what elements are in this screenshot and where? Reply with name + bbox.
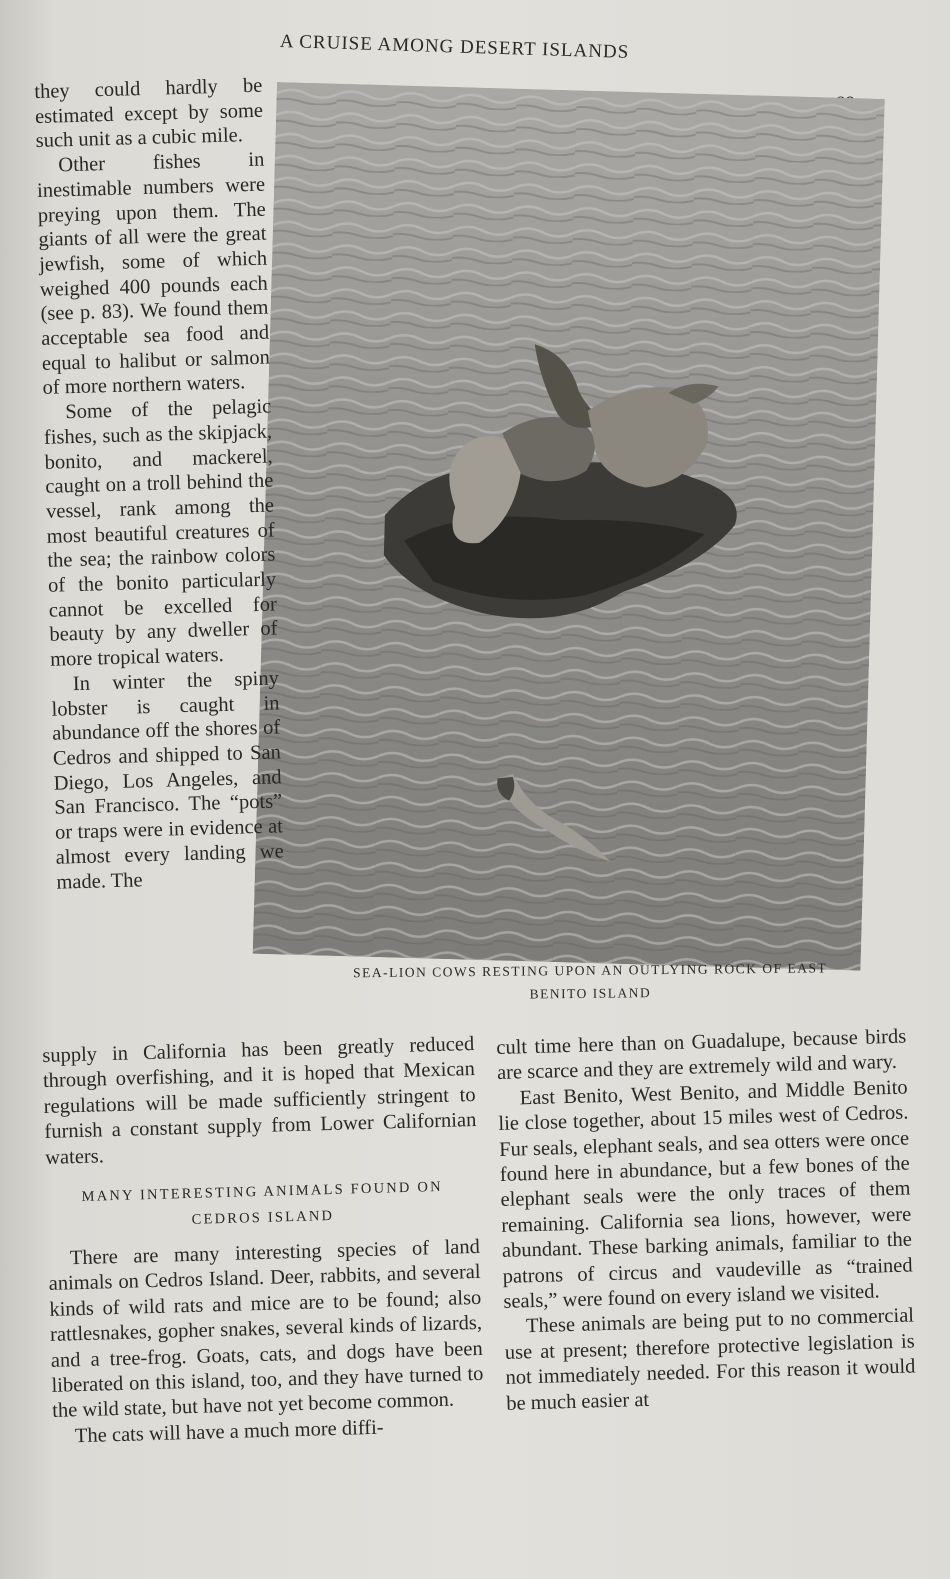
- running-head: A CRUISE AMONG DESERT ISLANDS: [279, 30, 630, 63]
- figure-caption: SEA-LION COWS RESTING UPON AN OUTLYING ROCK OF EAST BENITO ISLAND: [352, 960, 828, 1002]
- paragraph: supply in California has been greatly reduced through overfishing, and it is hoped that Mexican regulations will be made sufficiently stringent to furnish a constant supply from Lower Californian waters.: [42, 1032, 477, 1169]
- paragraph: East Benito, West Benito, and Middle Benito lie close together, about 15 miles west of Cedros. Fur seals, elephant seals, and sea otters were once found here in abundance, but a few bones of the elephant seals were the only traces of them remaining. California sea lions, however, were abundant. These barking animals, familiar to the patrons of circus and vaudeville as “trained seals,” were found on every island we visited.: [498, 1076, 913, 1313]
- paragraph: Other fishes in inestimable numbers were preying upon them. The giants of all were the great jewfish, some of which weighed 400 pounds each (see p. 83). We found them acceptable sea food and equal to halibut or salmon of more northern waters.: [36, 148, 271, 400]
- photo-image: [253, 82, 885, 971]
- left-text-column: [42, 1032, 485, 1450]
- paragraph: Some of the pelagic fishes, such as the skipjack, bonito, and mackerel, caught on a troll behind the vessel, rank among the most beautiful creatures of the sea; the rainbow colors of the bonito particularly cannot be excelled for beauty by any dweller of more tropical waters.: [43, 395, 278, 671]
- paragraph: cult time here than on Guadalupe, because birds are scarce and they are extremely wild and wary.: [496, 1025, 907, 1085]
- paragraph: These animals are being put to no commercial use at present; therefore protective legislation is not immediately needed. For this reason it would be much easier at: [504, 1304, 916, 1415]
- paragraph: In winter the spiny lobster is caught in abundance off the shores of Cedros and shipped to San Diego, Los Angeles, and San Francisco. The “pots” or traps were in evidence at almost every landing we made. The: [51, 667, 284, 894]
- paragraph: they could hardly be estimated except by some such unit as a cubic mile.: [34, 74, 264, 153]
- section-subhead: MANY INTERESTING ANIMALS FOUND ON CEDROS ISLAND: [81, 1178, 443, 1228]
- paragraph: The cats will have a much more diffi-: [74, 1416, 384, 1448]
- sea-lion-photograph: [253, 82, 885, 971]
- paragraph: There are many interesting species of land animals on Cedros Island. Deer, rabbits, and several kinds of wild rats and mice are to be found; also rattlesnakes, gopher snakes, several kinds of lizards, and a tree-frog. Goats, cats, and dogs have been liberated on this island, too, and they have turned to the wild state, but have not yet become common.: [48, 1235, 484, 1423]
- narrow-text-column: [34, 74, 285, 895]
- right-text-column: [496, 1025, 916, 1417]
